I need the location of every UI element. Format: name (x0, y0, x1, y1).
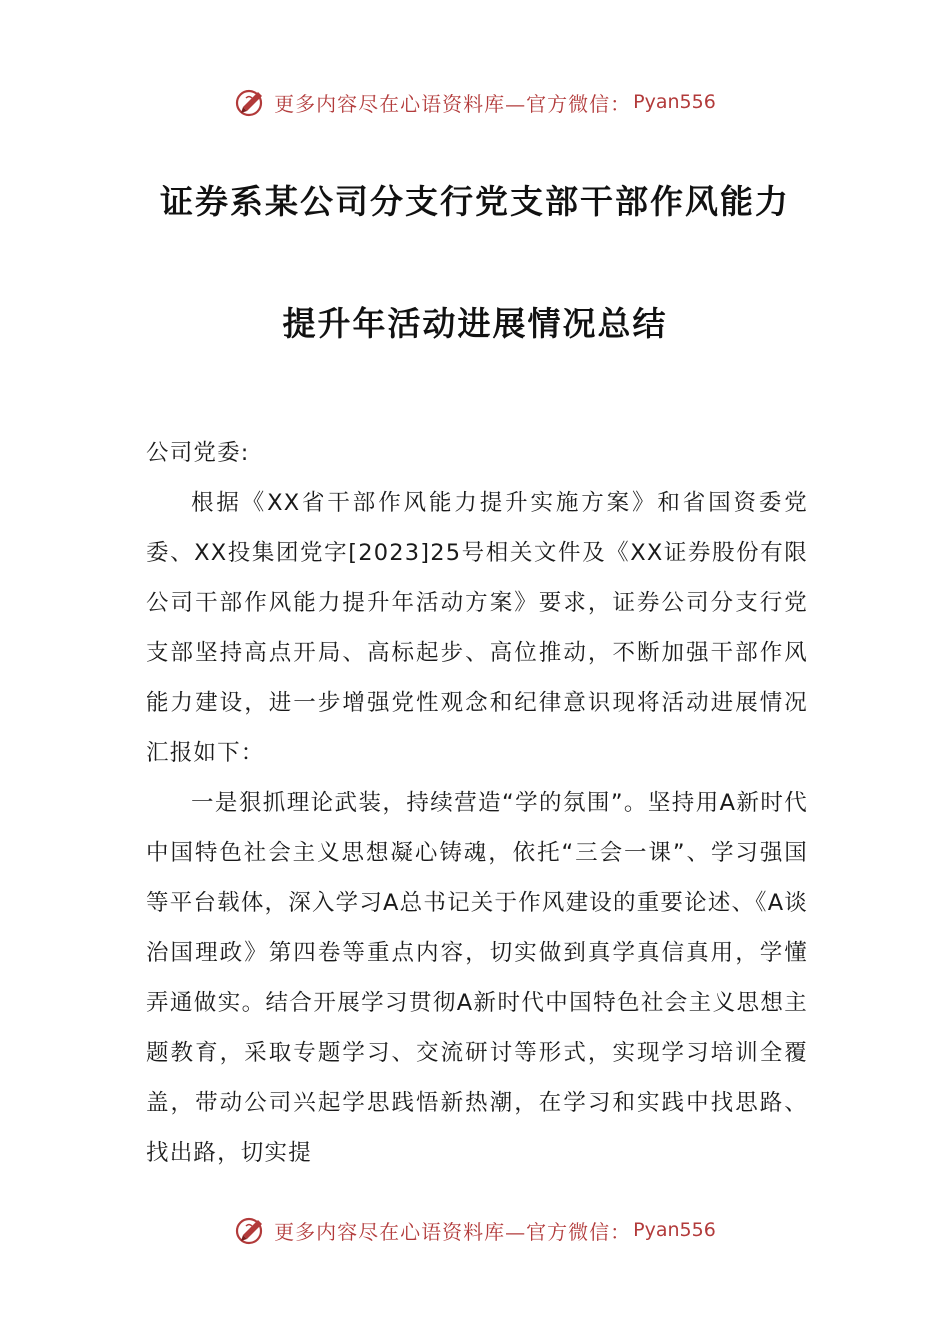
watermark-wechat-id: Pyan556 (633, 1219, 716, 1241)
salutation: 公司党委: (146, 440, 250, 466)
document-title-line-2: 提升年活动进展情况总结 (282, 304, 668, 343)
watermark-footer (0, 1210, 950, 1250)
paragraph: 根据《XX省干部作风能力提升实施方案》和省国资委党委、XX投集团党字[2023]25号相关文件及《XX证券股份有限公司干部作风能力提升年活动方案》要求，证券公司分支行党支部坚持高点开局、高标起步、高位推动，不断加强干部作风能力建设，进一步增强党性观念和纪律意识现将活动进展情况汇报如下： (146, 490, 808, 766)
watermark-text: 更多内容尽在心语资料库—官方微信： (274, 1219, 632, 1244)
document-title-line-1: 证券系某公司分支行党支部干部作风能力 (160, 182, 790, 221)
watermark-wechat-id: Pyan556 (633, 91, 716, 113)
watermark-header (0, 82, 950, 122)
paragraph: 一是狠抓理论武装，持续营造“学的氛围”。坚持用A新时代中国特色社会主义思想凝心铸魂，依托“三会一课”、学习强国等平台载体，深入学习A总书记关于作风建设的重要论述、《A谈治国理政》第四卷等重点内容，切实做到真学真信真用，学懂弄通做实。结合开展学习贯彻A新时代中国特色社会主义思想主题教育，采取专题学习、交流研讨等形式，实现学习培训全覆盖，带动公司兴起学思践悟新热潮，在学习和实践中找思路、找出路，切实提 (146, 790, 808, 1166)
pen-emblem-icon (234, 85, 268, 119)
watermark-text: 更多内容尽在心语资料库—官方微信： (274, 91, 632, 116)
pen-emblem-icon (234, 1213, 268, 1247)
document-body (146, 428, 808, 1178)
